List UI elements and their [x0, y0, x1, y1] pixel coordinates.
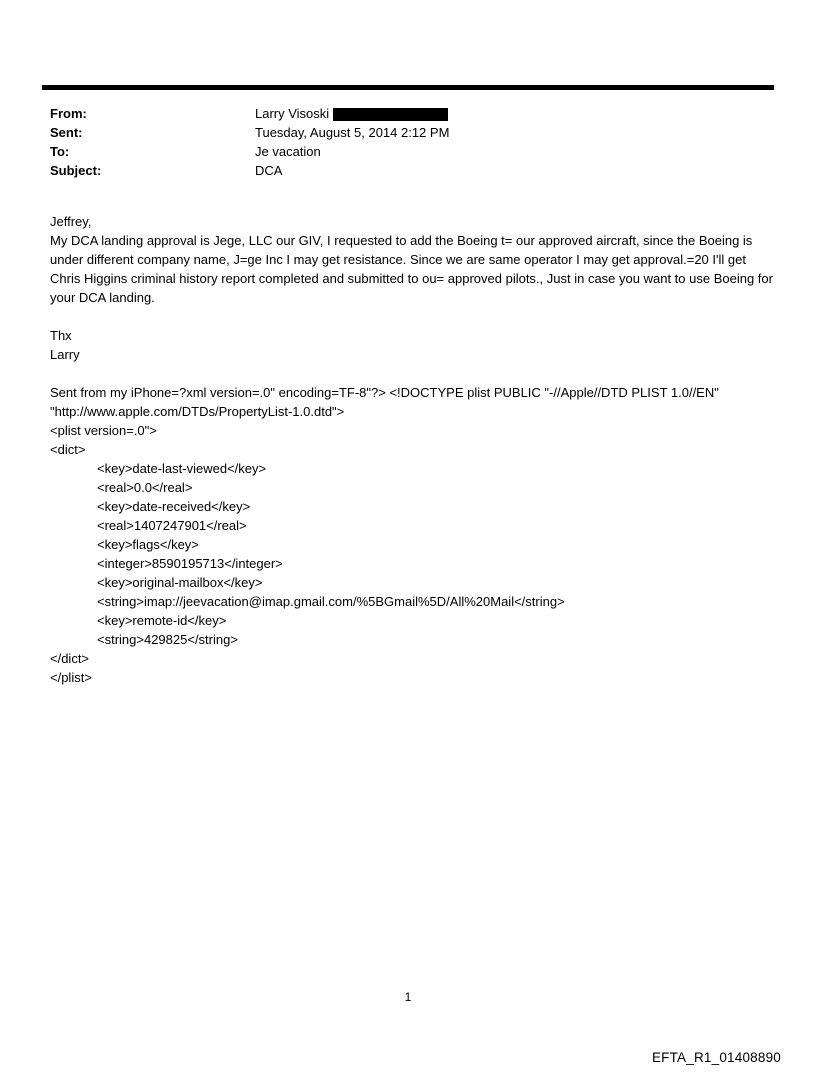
- plist-line: </plist>: [50, 670, 92, 685]
- from-value: [255, 104, 775, 123]
- blank-line: [50, 307, 775, 326]
- body-paragraph: My DCA landing approval is Jege, LLC our GIV, I requested to add the Boeing t= our approved aircraft, since the Boeing is under different company name, J=ge Inc I may get resistance. Since we are same operator I may get approval.=20 I'll get Chris Higgins criminal history report completed and submitted to ou= approved pilots., Just in case you want to use Boeing for your DCA landing.: [50, 233, 777, 305]
- header-row-to: [50, 142, 775, 161]
- plist-line: <key>original-mailbox</key>: [97, 575, 263, 590]
- page-number: 1: [404, 990, 412, 1004]
- blank-line: [50, 364, 775, 383]
- plist-line: <key>flags</key>: [97, 537, 199, 552]
- plist-line: <key>remote-id</key>: [97, 613, 227, 628]
- plist-line: <string>imap://jeevacation@imap.gmail.com/%5BGmail%5D/All%20Mail</string>: [97, 594, 565, 609]
- redaction-bar: [333, 108, 448, 121]
- plist-line: <plist version=.0">: [50, 423, 157, 438]
- plist-line: <dict>: [50, 442, 86, 457]
- header-divider: [42, 85, 774, 90]
- sent-value: Tuesday, August 5, 2014 2:12 PM: [255, 125, 450, 140]
- plist-line: <key>date-last-viewed</key>: [97, 461, 267, 476]
- subject-value: DCA: [255, 163, 283, 178]
- bates-number: EFTA_R1_01408890: [651, 1050, 781, 1065]
- header-row-from: [50, 104, 775, 123]
- greeting-line: Jeffrey,: [50, 214, 92, 229]
- plist-line: <key>date-received</key>: [97, 499, 251, 514]
- plist-line: <real>1407247901</real>: [97, 518, 247, 533]
- thanks-line: Thx: [50, 328, 72, 343]
- xml-intro-paragraph: Sent from my iPhone=?xml version=.0" encoding=TF-8"?> <!DOCTYPE plist PUBLIC "-//Apple//DTD PLIST 1.0//EN" "http://www.apple.com/DTDs/PropertyList-1.0.dtd">: [50, 385, 723, 419]
- sent-label: Sent:: [50, 125, 83, 140]
- to-label: To:: [50, 144, 70, 159]
- header-row-subject: [50, 161, 775, 180]
- from-value-text: Larry Visoski: [255, 106, 330, 121]
- plist-line: <integer>8590195713</integer>: [97, 556, 283, 571]
- plist-line: <string>429825</string>: [97, 632, 238, 647]
- email-body: [50, 212, 775, 687]
- plist-line: </dict>: [50, 651, 90, 666]
- from-label: From:: [50, 106, 87, 121]
- to-value: Je vacation: [255, 144, 321, 159]
- email-header: [50, 104, 775, 180]
- header-row-sent: [50, 123, 775, 142]
- plist-line: <real>0.0</real>: [97, 480, 193, 495]
- subject-label: Subject:: [50, 163, 102, 178]
- signature-line: Larry: [50, 347, 80, 362]
